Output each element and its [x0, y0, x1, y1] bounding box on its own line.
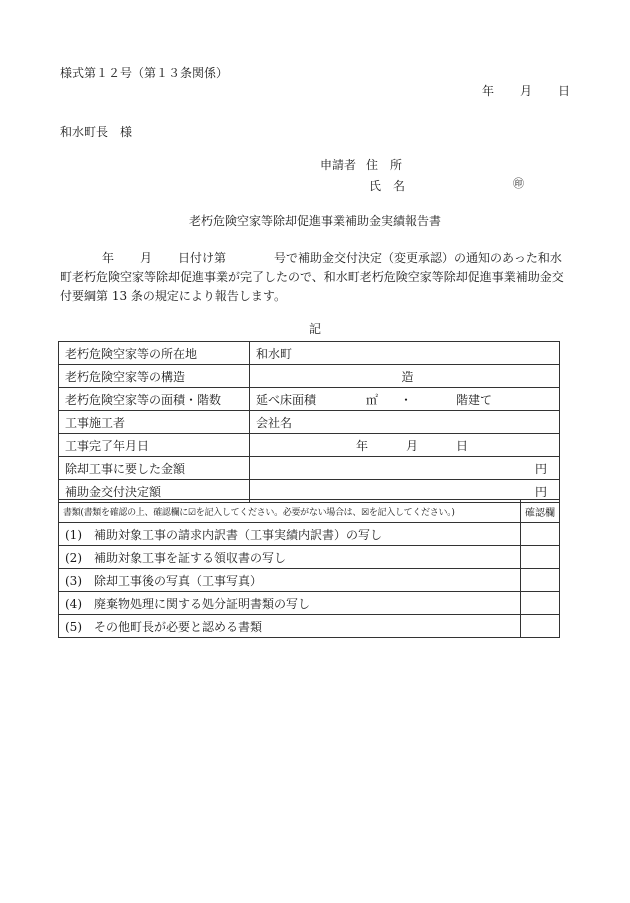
address-label: 住 所	[366, 158, 403, 172]
ki-heading: 記	[308, 322, 321, 336]
structure-value: 造	[250, 365, 560, 388]
table-row	[59, 457, 560, 480]
table-row	[59, 546, 560, 569]
cost-label: 除却工事に要した金額	[59, 457, 250, 480]
check-cell[interactable]	[521, 546, 560, 569]
report-table	[58, 341, 560, 503]
area-value	[250, 388, 560, 411]
applicant-label: 申請者	[320, 158, 357, 172]
table-row	[59, 500, 560, 523]
table-row	[59, 365, 560, 388]
completion-year: 年	[356, 438, 369, 453]
completion-month: 月	[406, 438, 419, 453]
contractor-label: 工事施工者	[59, 411, 250, 434]
date-line	[482, 84, 570, 98]
cost-unit: 円	[250, 457, 560, 480]
form-number: 様式第１２号（第１３条関係）	[60, 66, 229, 80]
document-item: (2) 補助対象工事を証する領収書の写し	[59, 546, 521, 569]
seal-mark: ㊞	[513, 177, 524, 190]
location-value: 和水町	[250, 342, 560, 365]
date-year: 年	[482, 84, 495, 98]
structure-label: 老朽危険空家等の構造	[59, 365, 250, 388]
document-item: (1) 補助対象工事の請求内訳書（工事実績内訳書）の写し	[59, 523, 521, 546]
location-label: 老朽危険空家等の所在地	[59, 342, 250, 365]
grant-label: 補助金交付決定額	[59, 480, 250, 503]
table-row	[59, 569, 560, 592]
body-year: 年	[102, 251, 115, 265]
area-prefix: 延べ床面積	[256, 392, 317, 407]
table-row	[59, 411, 560, 434]
check-cell[interactable]	[521, 592, 560, 615]
document-title: 老朽危険空家等除却促進事業補助金実績報告書	[188, 214, 441, 228]
documents-header: 書類(書類を確認の上、確認欄に☑を記入してください。必要がない場合は、☒を記入してください。)	[59, 500, 521, 523]
table-row	[59, 592, 560, 615]
addressee: 和水町長 様	[60, 125, 133, 139]
document-item: (4) 廃棄物処理に関する処分証明書類の写し	[59, 592, 521, 615]
completion-value	[250, 434, 560, 457]
check-header: 確認欄	[521, 500, 560, 523]
check-cell[interactable]	[521, 569, 560, 592]
body-month: 月	[140, 251, 153, 265]
body-paragraph	[60, 249, 570, 306]
document-item: (3) 除却工事後の写真（工事写真）	[59, 569, 521, 592]
table-row	[59, 523, 560, 546]
grant-unit: 円	[250, 480, 560, 503]
check-cell[interactable]	[521, 615, 560, 638]
applicant-address	[320, 158, 402, 172]
contractor-value: 会社名	[250, 411, 560, 434]
check-cell[interactable]	[521, 523, 560, 546]
document-item: (5) その他町長が必要と認める書類	[59, 615, 521, 638]
area-label: 老朽危険空家等の面積・階数	[59, 388, 250, 411]
floors-suffix: 階建て	[456, 392, 493, 407]
area-unit: ㎡	[366, 392, 379, 407]
table-row	[59, 434, 560, 457]
table-row	[59, 615, 560, 638]
area-separator: ・	[400, 392, 413, 407]
date-day: 日	[558, 84, 571, 98]
completion-label: 工事完了年月日	[59, 434, 250, 457]
body-text: 号で補助金交付決定（変更承認）の通知のあった和水町老朽危険空家等除却促進事業が完了したので、和水町老朽危険空家等除却促進事業補助金交付要綱第 13 条の規定により報告します。	[60, 251, 564, 303]
applicant-name: 氏 名	[369, 179, 406, 193]
date-month: 月	[520, 84, 533, 98]
body-day-prefix: 日付け第	[178, 251, 227, 265]
completion-day: 日	[456, 438, 469, 453]
table-row	[59, 342, 560, 365]
documents-table	[58, 499, 560, 638]
table-row	[59, 388, 560, 411]
